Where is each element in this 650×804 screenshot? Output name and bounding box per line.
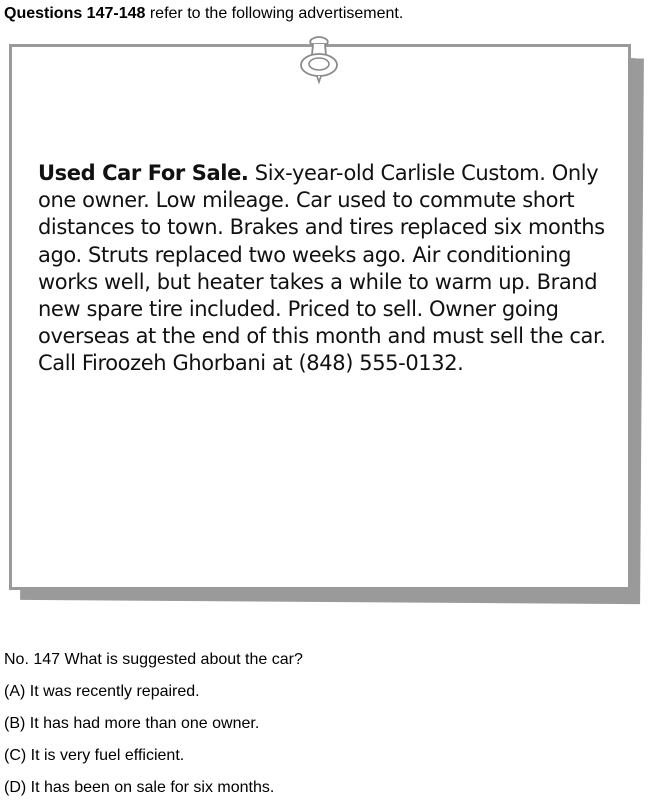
option-b[interactable]: (B) It has had more than one owner.	[4, 715, 260, 732]
question-range: Questions 147-148	[4, 5, 146, 22]
pushpin-icon	[296, 35, 342, 85]
option-c[interactable]: (C) It is very fuel efficient.	[4, 747, 185, 764]
question-block	[4, 644, 303, 804]
ad-body: Six-year-old Carlisle Custom. Only one owner. Low mileage. Car used to commute short distances to town. Brakes and tires replaced six months ago. Struts replaced two weeks ago. Air conditioning works well, but heater takes a while to warm up. Brand new spare tire included. Priced to sell. Owner going overseas at the end of this month and must sell the car. Call Firoozeh Ghorbani at (848) 555-0132.	[38, 161, 606, 376]
advertisement-text	[38, 160, 608, 378]
passage-header	[4, 4, 403, 24]
header-instruction: refer to the following advertisement.	[145, 5, 404, 22]
option-a[interactable]: (A) It was recently repaired.	[4, 683, 200, 700]
question-text: No. 147 What is suggested about the car?	[4, 651, 303, 668]
ad-headline: Used Car For Sale.	[38, 161, 249, 185]
option-d[interactable]: (D) It has been on sale for six months.	[4, 779, 275, 796]
